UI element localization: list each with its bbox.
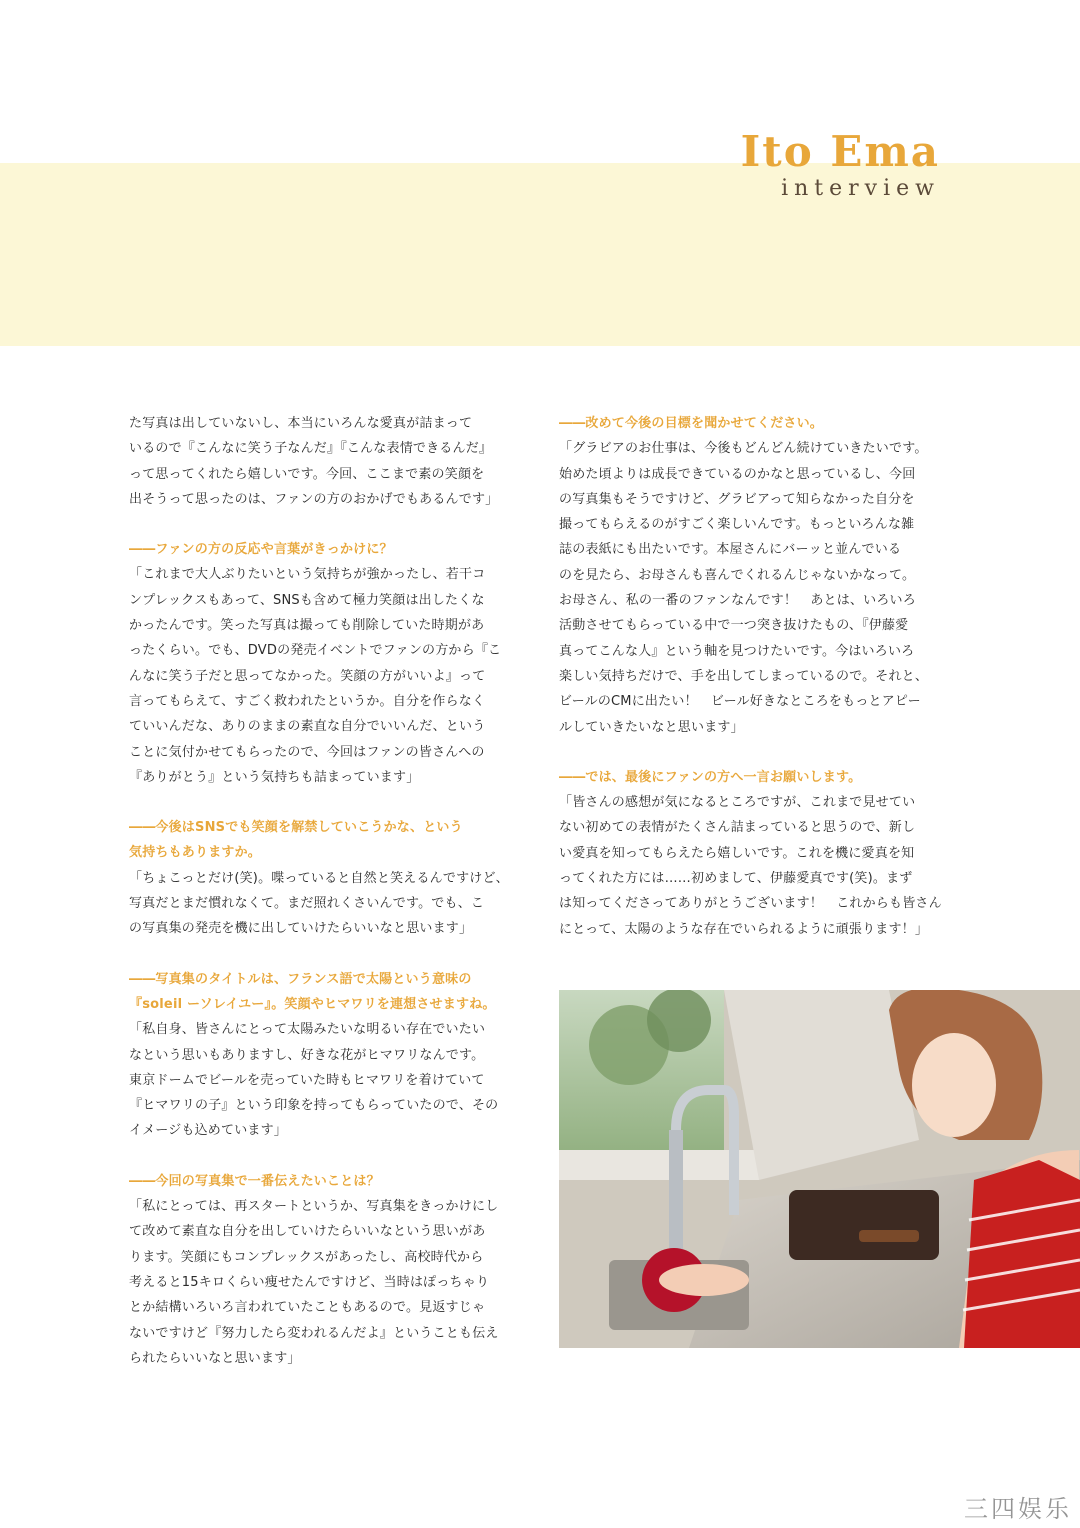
question-heading: ――ファンの方の反応や言葉がきっかけに？ <box>129 542 393 558</box>
title-block <box>741 128 940 202</box>
question-heading: ――今回の写真集で一番伝えたいことは？ <box>129 1173 380 1189</box>
right-column <box>559 411 949 942</box>
answer-paragraph: 「私自身、皆さんにとって太陽みたいな明るい存在でいたい なという思いもありますし、好きな花がヒマワリなんです。 東京ドームでビールを売っていた時もヒマワリを着けていて 『ヒマワリの子』という印象を持ってもらっていたので、その イメージも込めています」 <box>129 1022 499 1139</box>
answer-paragraph: た写真は出していないし、本当にいろんな愛真が詰まって いるので『こんなに笑う子なんだ』『こんな表情できるんだ』 って思ってくれたら嬉しいです。今回、ここまで素の笑顔を 出そうって思ったのは、ファンの方のおかげでもあるんです」 <box>129 416 499 507</box>
question-heading: ――改めて今後の目標を聞かせてください。 <box>559 416 824 431</box>
answer-paragraph: 「皆さんの感想が気になるところですが、これまで見せてい ない初めての表情がたくさん詰まっていると思うので、新し い愛真を知ってもらえたら嬉しいです。これを機に愛真を知 ってくれた方には……初めまして、伊藤愛真です(笑)。まず は知ってくださってありがとうございます！ これからも皆さん にとって、太陽のような存在でいられるように頑張ります！」 <box>559 795 942 937</box>
photo <box>559 990 1080 1348</box>
title-subtitle: interview <box>781 176 940 201</box>
question-heading: ――今後はSNSでも笑顔を解禁していこうかな、という 気持ちもありますか。 <box>129 820 463 861</box>
photo-illustration <box>559 990 1080 1348</box>
answer-paragraph: 「私にとっては、再スタートというか、写真集をきっかけにし て改めて素直な自分を出していけたらいいなという思いがあ ります。笑顔にもコンプレックスがあったし、高校時代から 考えると15キロくらい痩せたんですけど、当時はぽっちゃり とか結構いろいろ言われていたこともあるので。見返すじゃ ないですけど『努力したら変われるんだよ』ということも伝え られたらいいなと思います」 <box>129 1199 499 1366</box>
title-name: Ito Ema <box>740 127 940 176</box>
question-heading: ――写真集のタイトルは、フランス語で太陽という意味の 『soleil ーソレイユー』。笑顔やヒマワリを連想させますね。 <box>129 971 496 1012</box>
question-heading: ――では、最後にファンの方へ一言お願いします。 <box>559 769 862 785</box>
answer-paragraph: 「これまで大人ぶりたいという気持ちが強かったし、若干コ ンプレックスもあって、SNSも含めて極力笑顔は出したくな かったんです。笑った写真は撮っても削除していた時期があ ったくらい。でも、DVDの発売イベントでファンの方から『こ んなに笑う子だと思ってなかった。笑顔の方がいいよ』って 言ってもらえて、すごく救われたというか。自分を作らなく ていいんだな、ありのままの素直な自分でいいんだ、という ことに気付かせてもらったので、今回はファンの皆さんへの 『ありがとう』という気持ちも詰まっています」 <box>129 567 502 785</box>
answer-paragraph: 「グラビアのお仕事は、今後もどんどん続けていきたいです。 始めた頃よりは成長できているのかなと思っているし、今回 の写真集もそうですけど、グラビアって知らなかった自分を 撮ってもらえるのがすごく楽しいんです。もっといろんな雑 誌の表紙にも出たいです。本屋さんにバーッと並んでいる のを見たら、お母さんも喜んでくれるんじゃないかなって。 お母さん、私の一番のファンなんです！ あとは、いろいろ 活動させてもらっている中で一つ突き抜けたもの、『伊藤愛 真ってこんな人』という軸を見つけたいです。今はいろいろ 楽しい気持ちだけで、手を出してしまっているので。それと、 ビールのCMに出たい！ ビール好きなところをもっとアピー ルしていきたいなと思います」 <box>559 441 929 735</box>
answer-paragraph: 「ちょこっとだけ(笑)。喋っていると自然と笑えるんですけど、 写真だとまだ慣れなくて。まだ照れくさいんです。でも、こ の写真集の発売を機に出していけたらいいなと思います」 <box>129 870 509 937</box>
watermark-text: 三四娱乐 <box>964 1495 1072 1523</box>
left-column <box>129 411 514 1371</box>
